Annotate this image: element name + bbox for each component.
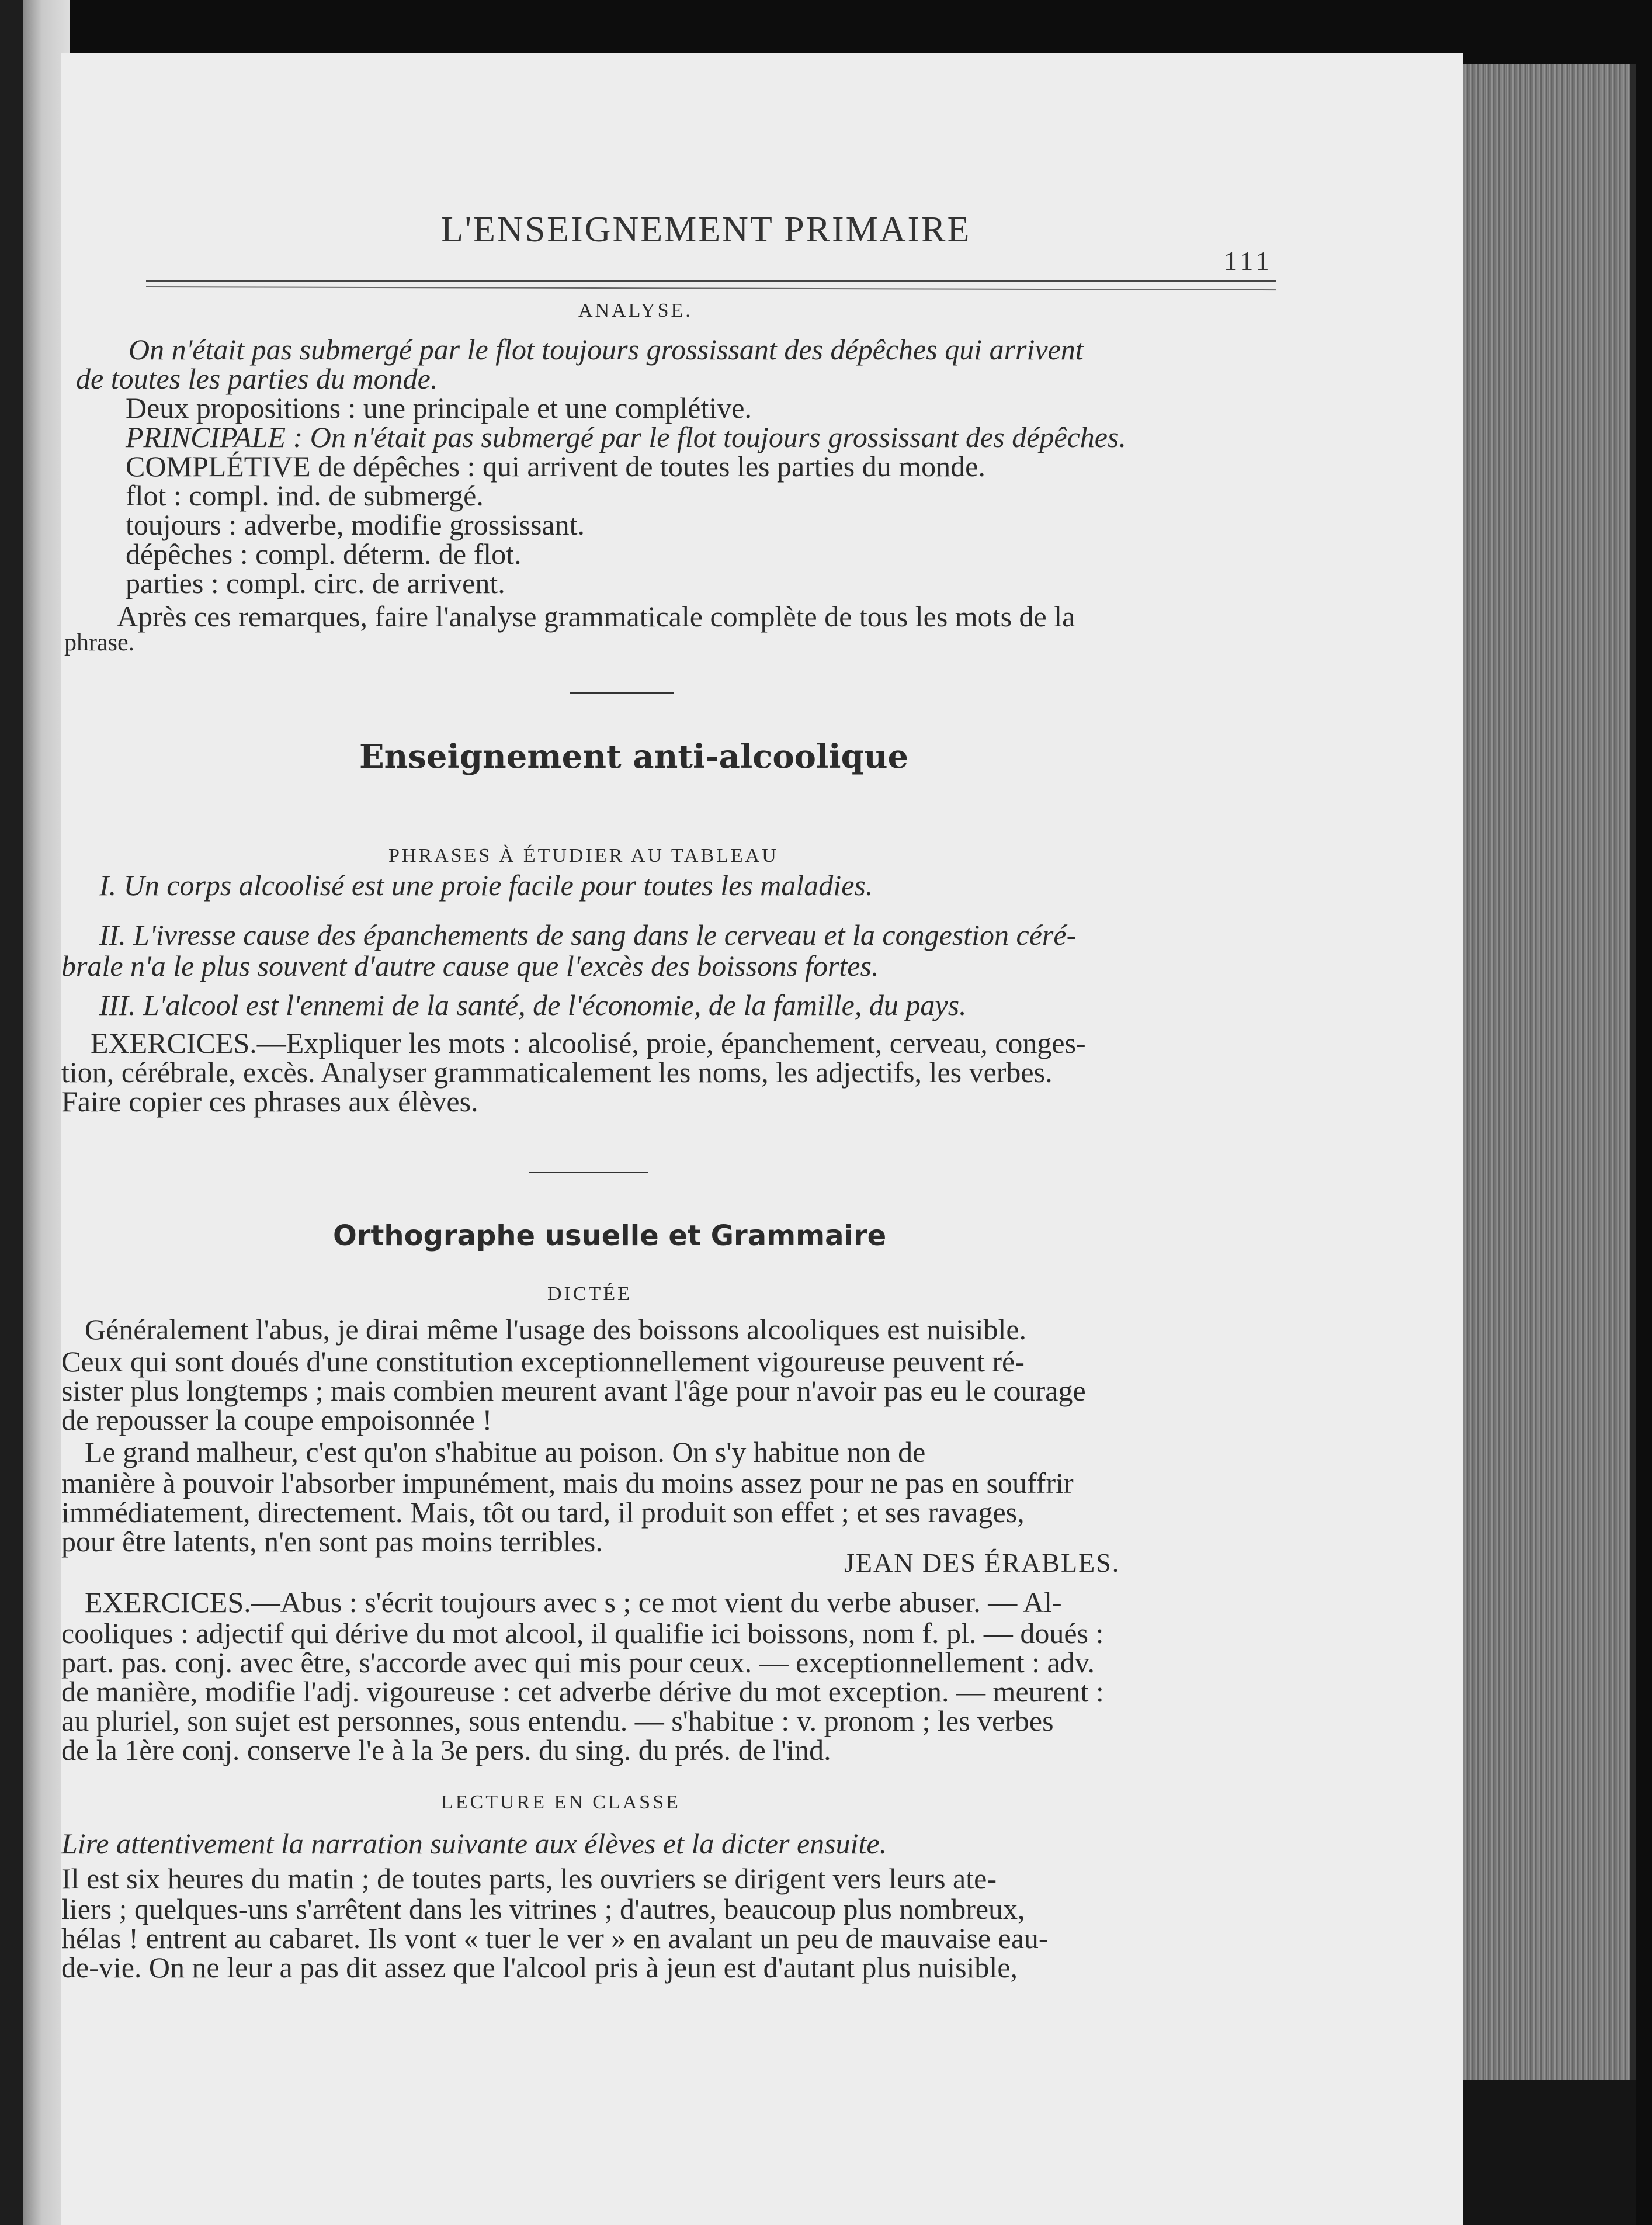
section-separator — [570, 692, 674, 694]
anti-line: Faire copier ces phrases aux élèves. — [61, 1085, 478, 1118]
ortho-exercice-line: EXERCICES.—Abus : s'écrit toujours avec s ; ce mot vient du verbe abuser. — Al- — [85, 1586, 1062, 1619]
lecture-heading: LECTURE EN CLASSE — [441, 1791, 681, 1813]
analyse-line: PRINCIPALE : On n'était pas submergé par le flot toujours grossissant des dépêches. — [126, 421, 1126, 453]
ortho-exercice-line: de manière, modifie l'adj. vigoureuse : cet adverbe dérive du mot exception. — meurent : — [61, 1675, 1104, 1708]
ortho-exercice-line: cooliques : adjectif qui dérive du mot alcool, il qualifie ici boissons, nom f. pl. — doués : — [61, 1617, 1104, 1649]
header-rule-secondary — [146, 286, 1276, 290]
anti-line: III. L'alcool est l'ennemi de la santé, de l'économie, de la famille, du pays. — [99, 989, 967, 1021]
analyse-line: toujours : adverbe, modifie grossissant. — [126, 508, 585, 541]
page-number: 111 — [1224, 246, 1273, 276]
analyse-heading: ANALYSE. — [578, 300, 693, 321]
left-book-spine — [0, 0, 23, 2225]
dictee-line: sister plus longtemps ; mais combien meurent avant l'âge pour n'avoir pas eu le courage — [61, 1374, 1086, 1407]
dictee-line: Le grand malheur, c'est qu'on s'habitue au poison. On s'y habitue non de — [85, 1436, 926, 1468]
lecture-line: liers ; quelques-uns s'arrêtent dans les vitrines ; d'autres, beaucoup plus nombreux, — [61, 1893, 1025, 1925]
running-header: L'ENSEIGNEMENT PRIMAIRE — [441, 210, 971, 249]
anti-line: EXERCICES.—Expliquer les mots : alcoolisé, proie, épanchement, cerveau, conges- — [91, 1027, 1086, 1059]
lecture-line: Lire attentivement la narration suivante aux élèves et la dicter ensuite. — [61, 1827, 887, 1860]
lecture-line: Il est six heures du matin ; de toutes parts, les ouvriers se dirigent vers leurs ate- — [61, 1862, 997, 1895]
dictee-heading: DICTÉE — [547, 1283, 632, 1305]
ortho-exercice-line: au pluriel, son sujet est personnes, sous entendu. — s'habitue : v. pronom ; les verbes — [61, 1704, 1054, 1737]
lecture-line: de-vie. On ne leur a pas dit assez que l'alcool pris à jeun est d'autant plus nuisible, — [61, 1951, 1018, 1984]
ortho-exercice-line: part. pas. conj. avec être, s'accorde avec qui mis pour ceux. — exceptionnellement : adv. — [61, 1646, 1095, 1679]
book-page-edges — [1443, 64, 1636, 2098]
section-title-orthographe: Orthographe usuelle et Grammaire — [333, 1219, 887, 1252]
dictee-line: Généralement l'abus, je dirai même l'usage des boissons alcooliques est nuisible. — [85, 1313, 1027, 1346]
analyse-line: flot : compl. ind. de submergé. — [126, 479, 484, 512]
section-separator — [529, 1172, 648, 1173]
anti-subheading: PHRASES À ÉTUDIER AU TABLEAU — [388, 845, 779, 867]
book-page — [61, 53, 1463, 2225]
analyse-line: de toutes les parties du monde. — [76, 362, 438, 395]
section-title-anti-alcoolique: Enseignement anti-alcoolique — [359, 737, 909, 776]
analyse-line: Après ces remarques, faire l'analyse grammaticale complète de tous les mots de la — [117, 600, 1075, 633]
dictee-line: immédiatement, directement. Mais, tôt ou tard, il produit son effet ; et ses ravages, — [61, 1496, 1025, 1529]
anti-line: II. L'ivresse cause des épanchements de sang dans le cerveau et la congestion céré- — [99, 919, 1077, 951]
dictee-line: Ceux qui sont doués d'une constitution exceptionnellement vigoureuse peuvent ré- — [61, 1345, 1025, 1378]
analyse-line: parties : compl. circ. de arrivent. — [126, 567, 505, 599]
dictee-line: de repousser la coupe empoisonnée ! — [61, 1403, 492, 1436]
header-rule — [146, 280, 1276, 282]
analyse-line: phrase. — [64, 629, 135, 656]
lecture-line: hélas ! entrent au cabaret. Ils vont « tuer le ver » en avalant un peu de mauvaise eau- — [61, 1922, 1049, 1954]
analyse-line: Deux propositions : une principale et une complétive. — [126, 391, 752, 424]
anti-line: tion, cérébrale, excès. Analyser grammaticalement les noms, les adjectifs, les verbes. — [61, 1056, 1053, 1089]
ortho-exercice-line: de la 1ère conj. conserve l'e à la 3e pers. du sing. du prés. de l'ind. — [61, 1734, 831, 1766]
analyse-line: On n'était pas submergé par le flot toujours grossissant des dépêches qui arrivent — [129, 333, 1084, 366]
anti-line: brale n'a le plus souvent d'autre cause que l'excès des boissons fortes. — [61, 949, 879, 982]
dictee-line: manière à pouvoir l'absorber impunément, mais du moins assez pour ne pas en souffrir — [61, 1467, 1074, 1499]
dictee-line: pour être latents, n'en sont pas moins terribles. — [61, 1525, 603, 1558]
dictee-author: JEAN DES ÉRABLES. — [844, 1548, 1120, 1578]
analyse-line: COMPLÉTIVE de dépêches : qui arrivent de toutes les parties du monde. — [126, 450, 985, 483]
analyse-line: dépêches : compl. déterm. de flot. — [126, 538, 522, 570]
anti-line: I. Un corps alcoolisé est une proie facile pour toutes les maladies. — [99, 869, 873, 902]
